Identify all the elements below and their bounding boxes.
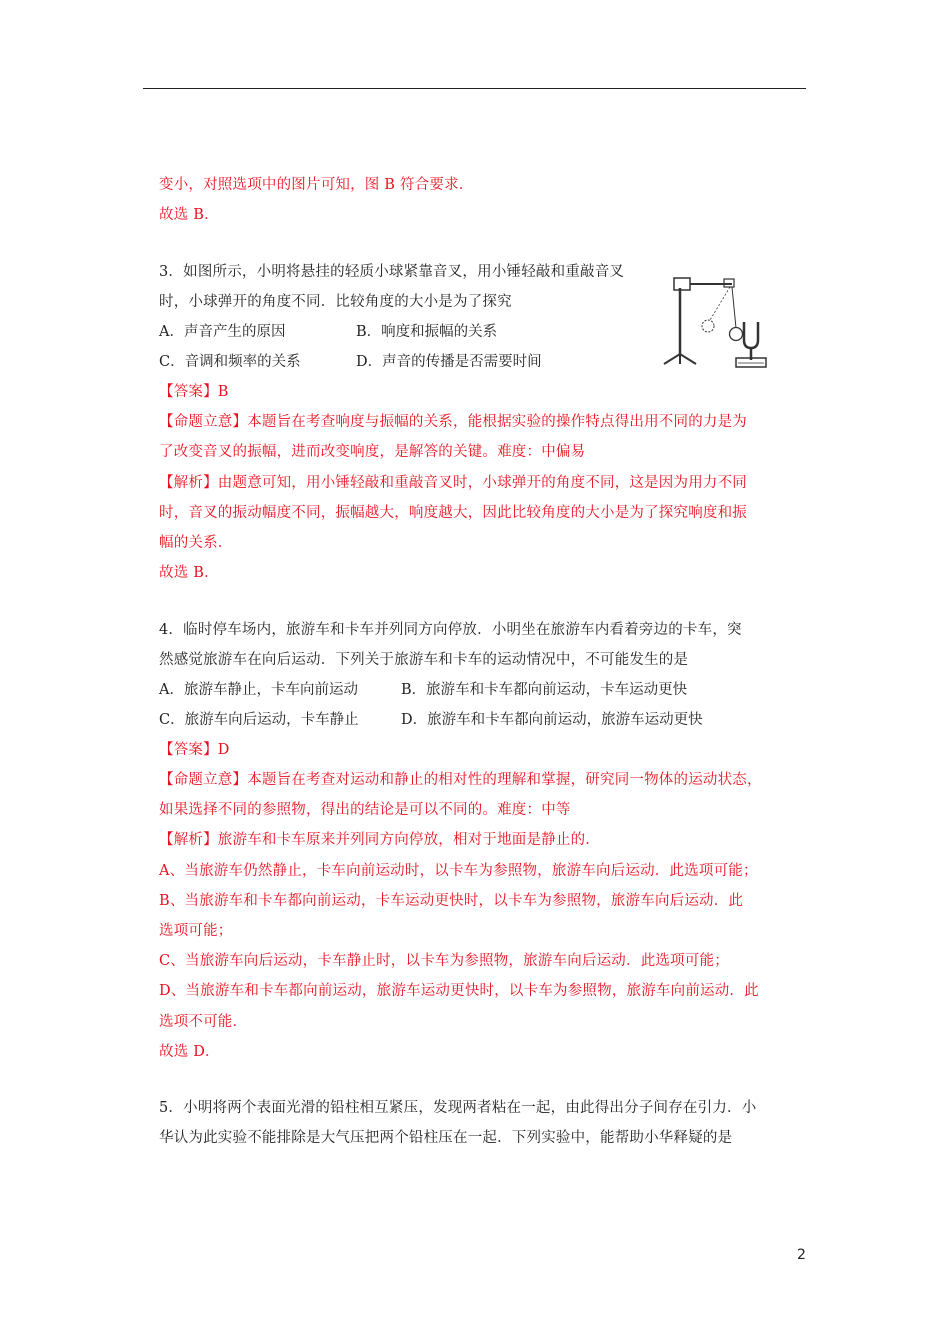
q3-conclusion: 故选 B． [159,565,219,581]
q4-stem-line1: 4．临时停车场内，旅游车和卡车并列同方向停放．小明坐在旅游车内看着旁边的卡车，突 [159,622,742,638]
q5-stem-line1: 5．小明将两个表面光滑的铅柱相互紧压，发现两者粘在一起，由此得出分子间存在引力．小 [159,1100,757,1116]
q3-answer: 【答案】B [159,384,229,400]
q4-intent-line1: 【命题立意】本题旨在考查对运动和静止的相对性的理解和掌握，研究同一物体的运动状态， [159,772,762,788]
q4-conclusion: 故选 D． [159,1044,220,1060]
q4-analysis-line1: 【解析】旅游车和卡车原来并列同方向停放，相对于地面是静止的． [159,832,600,848]
q3-option-a: A．声音产生的原因 [159,324,286,340]
q3-stem-line2: 时，小球弹开的角度不同．比较角度的大小是为了探究 [159,294,512,310]
q4-option-b: B．旅游车和卡车都向前运动，卡车运动更快 [401,682,688,698]
q4-analysis-b-line1: B、当旅游车和卡车都向前运动，卡车运动更快时，以卡车为参照物，旅游车向后运动．此 [159,893,744,909]
q4-answer: 【答案】D [159,742,230,758]
q4-analysis-b-line2: 选项可能； [159,923,233,939]
q3-analysis-line2: 时，音叉的振动幅度不同，振幅越大，响度越大，因此比较角度的大小是为了探究响度和振 [159,505,747,521]
q3-analysis-line1: 【解析】由题意可知，用小锤轻敲和重敲音叉时，小球弹开的角度不同，这是因为用力不同 [159,475,747,491]
q4-option-c: C．旅游车向后运动，卡车静止 [159,712,359,728]
q3-option-d: D．声音的传播是否需要时间 [356,354,542,370]
q4-option-d: D．旅游车和卡车都向前运动，旅游车运动更快 [401,712,703,728]
q4-intent-line2: 如果选择不同的参照物，得出的结论是可以不同的。难度：中等 [159,802,571,818]
q4-stem-line2: 然感觉旅游车在向后运动．下列关于旅游车和卡车的运动情况中，不可能发生的是 [159,652,689,668]
q4-analysis-c: C、当旅游车向后运动，卡车静止时，以卡车为参照物，旅游车向后运动．此选项可能； [159,953,729,969]
q3-intent-line1: 【命题立意】本题旨在考查响度与振幅的关系，能根据实验的操作特点得出用不同的力是为 [159,414,747,430]
q3-intent-line2: 了改变音叉的振幅，进而改变响度，是解答的关键。难度：中偏易 [159,444,586,460]
q4-analysis-a: A、当旅游车仍然静止，卡车向前运动时，以卡车为参照物，旅游车向后运动．此选项可能； [159,863,758,879]
q2-explanation-tail: 变小，对照选项中的图片可知，图 B 符合要求． [159,177,474,193]
q3-stem-line1: 3．如图所示，小明将悬挂的轻质小球紧靠音叉，用小锤轻敲和重敲音叉 [159,264,625,280]
tuning-fork-pendulum-figure [660,268,772,372]
header-rule [143,88,806,89]
q3-option-c: C．音调和频率的关系 [159,354,301,370]
q5-stem-line2: 华认为此实验不能排除是大气压把两个铅柱压在一起．下列实验中，能帮助小华释疑的是 [159,1130,733,1146]
q3-analysis-line3: 幅的关系． [159,535,233,551]
q2-conclusion: 故选 B． [159,207,219,223]
q4-option-a: A．旅游车静止，卡车向前运动 [159,682,358,698]
q4-analysis-d-line1: D、当旅游车和卡车都向前运动，旅游车运动更快时，以卡车为参照物，旅游车向前运动．此 [159,983,759,999]
q4-analysis-d-line2: 选项不可能． [159,1014,248,1030]
q3-option-b: B．响度和振幅的关系 [356,324,498,340]
page-number: 2 [797,1247,806,1263]
